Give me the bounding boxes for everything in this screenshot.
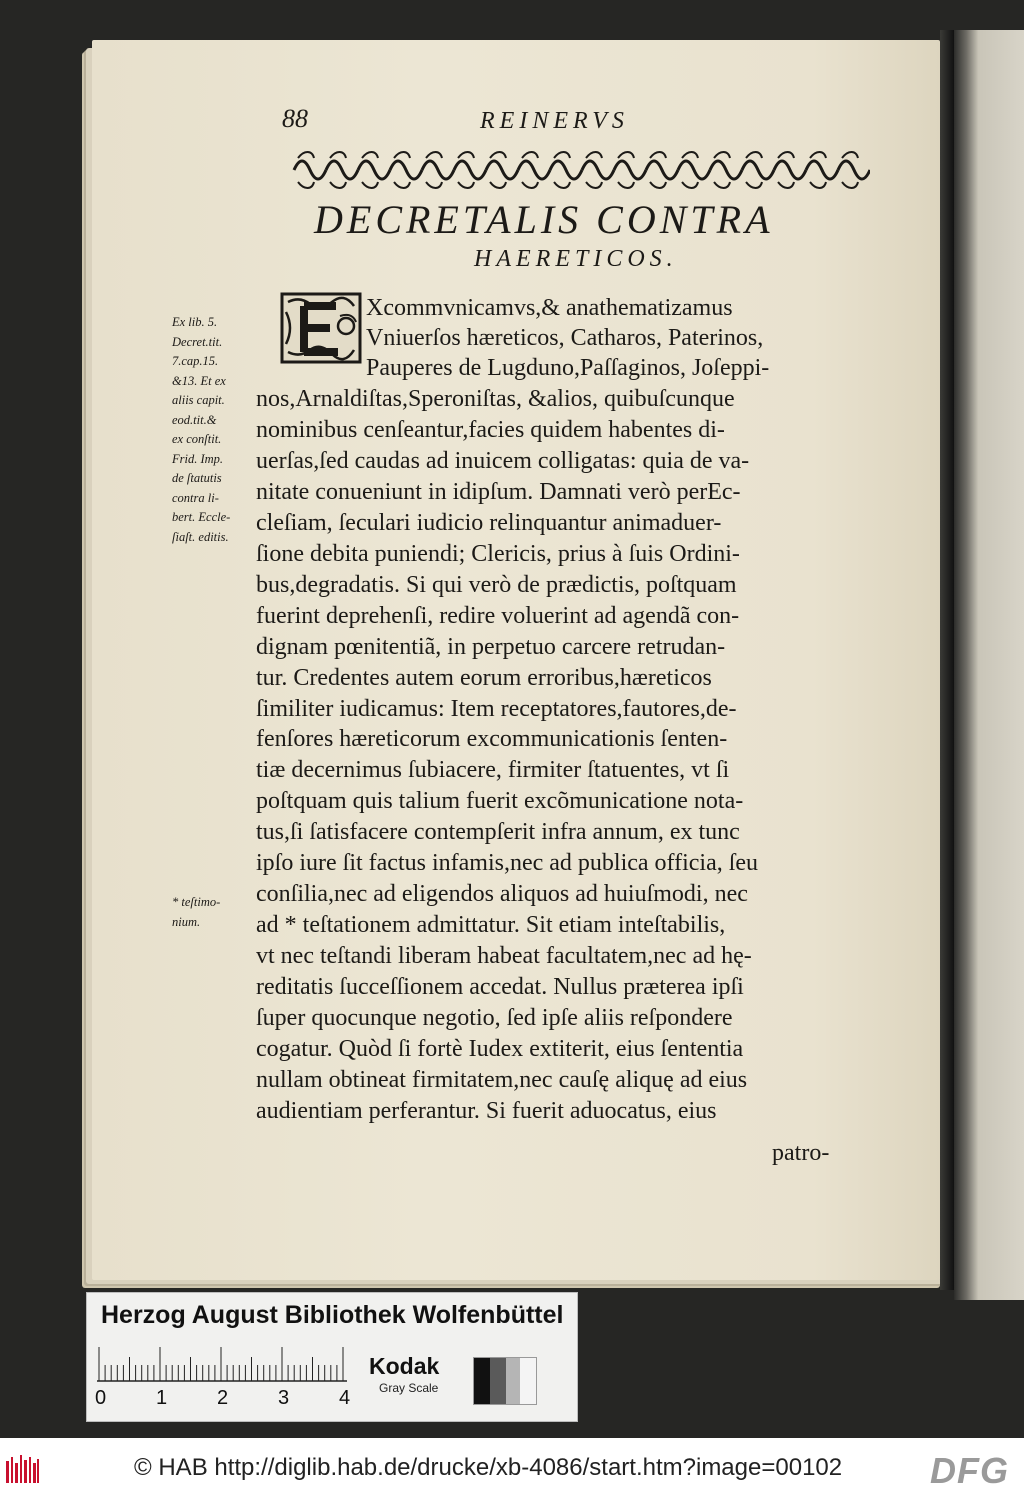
text-line: nullam obtineat firmitatem,nec cauſę aliquę ad eius [256, 1067, 748, 1093]
margin-note-line: nium. [172, 914, 201, 929]
gray-scale-label: Gray Scale [379, 1381, 439, 1395]
dfg-logo: DFG [930, 1450, 1009, 1491]
text-line: Pauperes de Lugduno,Paſſaginos, Joſeppi- [366, 355, 770, 381]
page-number: 88 [282, 104, 308, 133]
hab-barcode-icon [6, 1455, 40, 1485]
ruler-number: 4 [339, 1387, 351, 1409]
text-line: ad * teſtationem admittatur. Sit etiam inteſtabilis, [256, 912, 726, 938]
facing-page-edge [954, 30, 1024, 1300]
margin-note-gloss [172, 893, 262, 932]
margin-note-line: * teſtimo- [172, 895, 221, 909]
margin-note-line: Decret.tit. [172, 334, 223, 349]
library-name: Herzog August Bibliothek Wolfenbüttel [101, 1301, 564, 1329]
margin-note-line: aliis capit. [172, 393, 225, 407]
running-head: REINERVS [480, 108, 629, 134]
text-line: fenſores hæreticorum excommunicationis ſenten- [256, 726, 728, 752]
margin-note-line: 7.cap.15. [172, 354, 219, 368]
ruler-number: 2 [217, 1387, 229, 1409]
text-line: Vniuerſos hæreticos, Catharos, Paterinos, [366, 325, 764, 351]
margin-note-line: ſiaſt. editis. [172, 529, 229, 544]
book-gutter [940, 30, 954, 1290]
viewer-footer [0, 1438, 1024, 1501]
text-line: poſtquam quis talium fuerit excõmunicatione nota- [256, 788, 744, 814]
decretal-subtitle: HAERETICOS. [474, 246, 678, 272]
text-line: cleſiam, ſeculari iudicio relinquantur animaduer- [256, 510, 722, 536]
text-line: fuerint deprehenſi, redire voluerint ad agendã con- [256, 603, 740, 629]
text-line: patro- [772, 1140, 830, 1166]
text-line: nos,Arnaldiſtas,Speroniſtas, &alios, quibuſcunque [256, 386, 735, 412]
text-line: audientiam perferantur. Si fuerit aduocatus, eius [256, 1098, 717, 1124]
ornamental-initial-E [280, 292, 362, 364]
ruler-number: 3 [278, 1387, 290, 1409]
margin-note-line: &13. Et ex [172, 373, 226, 388]
text-line: vt nec teſtandi liberam habeat facultatem,nec ad hę- [256, 943, 752, 969]
text-line: uerſas,ſed caudas ad inuicem colligatas: quia de va- [256, 448, 750, 474]
margin-note-line: eod.tit.& [172, 412, 217, 427]
margin-note-line: Frid. Imp. [172, 451, 224, 466]
text-line: ipſo iure ſit factus infamis,nec ad publica officia, ſeu [256, 850, 759, 876]
text-line: tiæ decernimus ſubiacere, firmiter ſtatuentes, vt ſi [256, 757, 730, 783]
text-line: ſimiliter iudicamus: Item receptatores,fautores,de- [256, 696, 737, 722]
text-line: cogatur. Quòd ſi fortè Iudex extiterit, eius ſententia [256, 1036, 744, 1062]
ruler-number: 1 [156, 1387, 168, 1409]
decretal-title: DECRETALIS CONTRA [314, 197, 774, 242]
gray-swatches [473, 1357, 537, 1405]
text-line: ſione debita puniendi; Clericis, prius à ſuis Ordini- [256, 541, 740, 567]
text-line: conſilia,nec ad eligendos aliquos ad huiuſmodi, nec [256, 881, 748, 907]
text-line: ſuper quocunque negotio, ſed ipſe aliis reſpondere [256, 1005, 733, 1031]
text-line: tur. Credentes autem eorum erroribus,hæreticos [256, 665, 712, 691]
text-line: nitate conueniunt in idipſum. Damnati verò perEc- [256, 479, 741, 505]
text-line: bus,degradatis. Si qui verò de prædictis, poſtquam [256, 572, 737, 598]
text-line: reditatis ſucceſſionem accedat. Nullus præterea ipſi [256, 974, 744, 1000]
text-line: tus,ſi ſatisfacere contempſerit infra annum, ex tunc [256, 819, 740, 845]
kodak-brand: Kodak [369, 1353, 440, 1379]
text-line: dignam pœnitentiã, in perpetuo carcere retrudan- [256, 634, 726, 660]
measurement-ruler [97, 1347, 353, 1383]
margin-note-line: contra li- [172, 490, 219, 505]
margin-note-line: de ſtatutis [172, 471, 222, 485]
source-url-link[interactable]: © HAB http://diglib.hab.de/drucke/xb-4086/start.htm?image=00102 [134, 1454, 843, 1481]
ruler-number: 0 [95, 1387, 107, 1409]
color-reference-bar [86, 1292, 578, 1422]
decorative-band [286, 144, 870, 196]
margin-note-source [172, 313, 262, 547]
margin-note-line: bert. Eccle- [172, 510, 231, 524]
margin-note-line: ex conſtit. [172, 432, 222, 446]
margin-note-line: Ex lib. 5. [172, 315, 218, 329]
text-line: Xcommvnicamvs,& anathematizamus [366, 295, 733, 321]
text-line: nominibus cenſeantur,facies quidem habentes di- [256, 417, 725, 443]
